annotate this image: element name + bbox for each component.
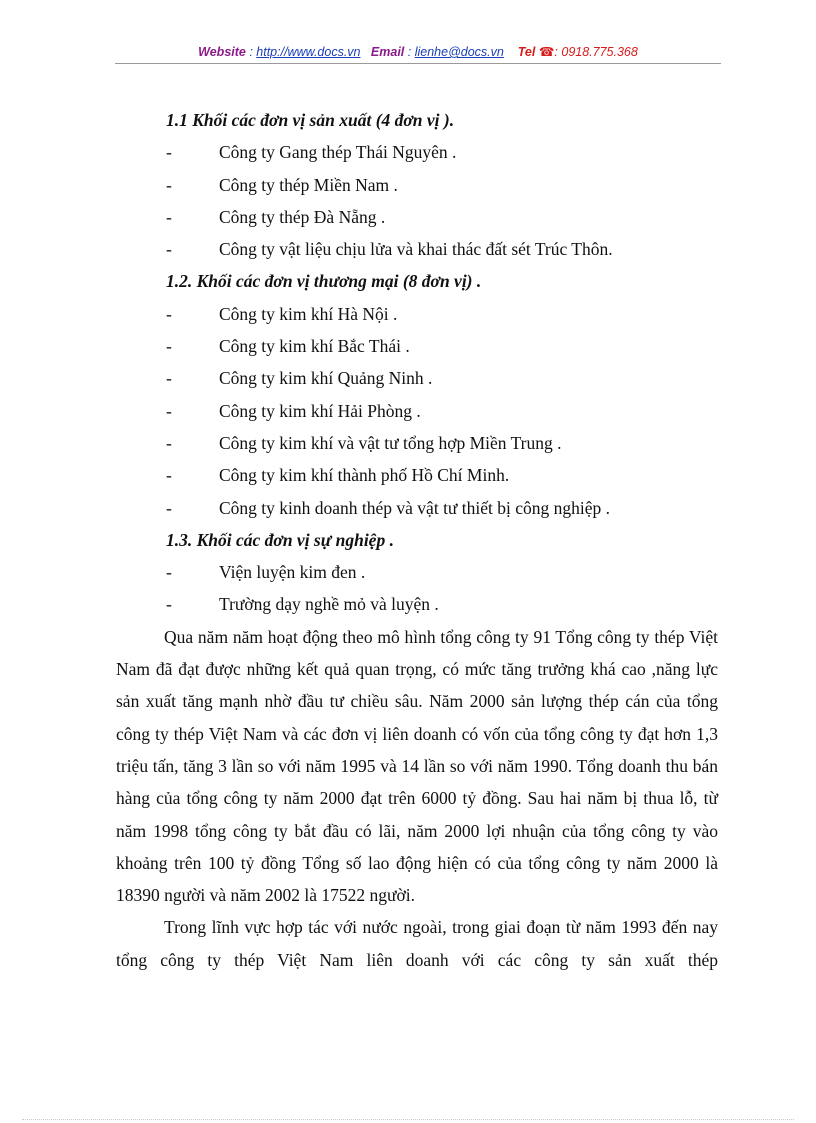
list-item [116,556,718,588]
list-item [116,136,718,168]
header-divider [115,63,721,64]
list-dash: - [166,594,172,615]
list-item [116,395,718,427]
list-dash: - [166,400,172,421]
list-item-text: Công ty kim khí Hải Phòng . [219,400,421,421]
list-dash: - [166,432,172,453]
phone-icon: ☎ [538,45,555,59]
footer-divider [22,1119,794,1120]
document-body [116,104,718,976]
tel-value: : 0918.775.368 [554,45,638,59]
website-link[interactable]: http://www.docs.vn [256,45,361,59]
list-item-text: Công ty kim khí và vật tư tổng hợp Miền Trung . [219,432,562,453]
list-dash: - [166,562,172,583]
list-item [116,201,718,233]
list-item [116,459,718,491]
email-link[interactable]: lienhe@docs.vn [414,45,504,59]
section-heading: 1.3. Khối các đơn vị sự nghiệp . [166,529,394,550]
website-label: Website [198,45,246,59]
website-separator: : [245,45,257,59]
list-item-text: Công ty vật liệu chịu lửa và khai thác đất sét Trúc Thôn. [219,239,613,260]
list-item [116,169,718,201]
list-item [116,362,718,394]
section-heading: 1.1 Khối các đơn vị sản xuất (4 đơn vị ). [166,110,455,130]
list-dash: - [166,174,172,195]
list-dash: - [166,336,172,357]
list-item [116,298,718,330]
tel-label: Tel [517,45,536,59]
list-dash: - [166,465,172,486]
list-item [116,492,718,524]
list-item-text: Công ty kim khí Hà Nội . [219,303,398,324]
list-dash: - [166,497,172,518]
list-item-text: Công ty thép Miền Nam . [219,174,398,195]
list-dash: - [166,142,172,163]
list-dash: - [166,368,172,389]
list-item-text: Viện luyện kim đen . [219,562,366,583]
email-label: Email [370,45,405,59]
list-item [116,233,718,265]
list-item-text: Công ty kim khí Bắc Thái . [219,336,410,357]
list-dash: - [166,239,172,260]
body-paragraph: Trong lĩnh vực hợp tác với nước ngoài, trong giai đoạn từ năm 1993 đến nay tổng công ty thép Việt Nam liên doanh với các công ty sản xuất thép [116,917,718,970]
list-item [116,427,718,459]
list-item-text: Công ty thép Đà Nẵng . [219,206,386,227]
list-item-text: Công ty kim khí thành phố Hồ Chí Minh. [219,465,510,486]
list-item-text: Công ty kim khí Quảng Ninh . [219,368,433,389]
list-dash: - [166,303,172,324]
email-separator: : [404,45,415,59]
list-item-text: Trường dạy nghề mỏ và luyện . [219,594,439,615]
list-dash: - [166,206,172,227]
list-item [116,588,718,620]
page-header [115,44,721,59]
section-heading: 1.2. Khối các đơn vị thương mại (8 đơn vị) . [166,271,482,292]
list-item-text: Công ty Gang thép Thái Nguyên . [219,142,457,163]
list-item [116,330,718,362]
list-item-text: Công ty kinh doanh thép và vật tư thiết bị công nghiệp . [219,497,611,518]
body-paragraph: Qua năm năm hoạt động theo mô hình tổng công ty 91 Tổng công ty thép Việt Nam đã đạt được những kết quả quan trọng, có mức tăng trưởng khá cao ,năng lực sản xuất tăng mạnh nhờ đầu tư chiều sâu. Năm 2000 sản lượng thép cán của tổng công ty thép Việt Nam và các đơn vị liên doanh có vốn của tổng công ty đạt hơn 1,3 triệu tấn, tăng 3 lần so với năm 1995 và 14 lần so với năm 1990. Tổng doanh thu bán hàng của tổng công ty năm 2000 đạt trên 6000 tỷ đồng. Sau hai năm bị thua lỗ, từ năm 1998 tổng công ty bắt đầu có lãi, năm 2000 lợi nhuận của tổng công ty vào khoảng trên 100 tỷ đồng Tổng số lao động hiện có của tổng công ty năm 2000 là 18390 người và năm 2002 là 17522 người. [116,626,718,906]
